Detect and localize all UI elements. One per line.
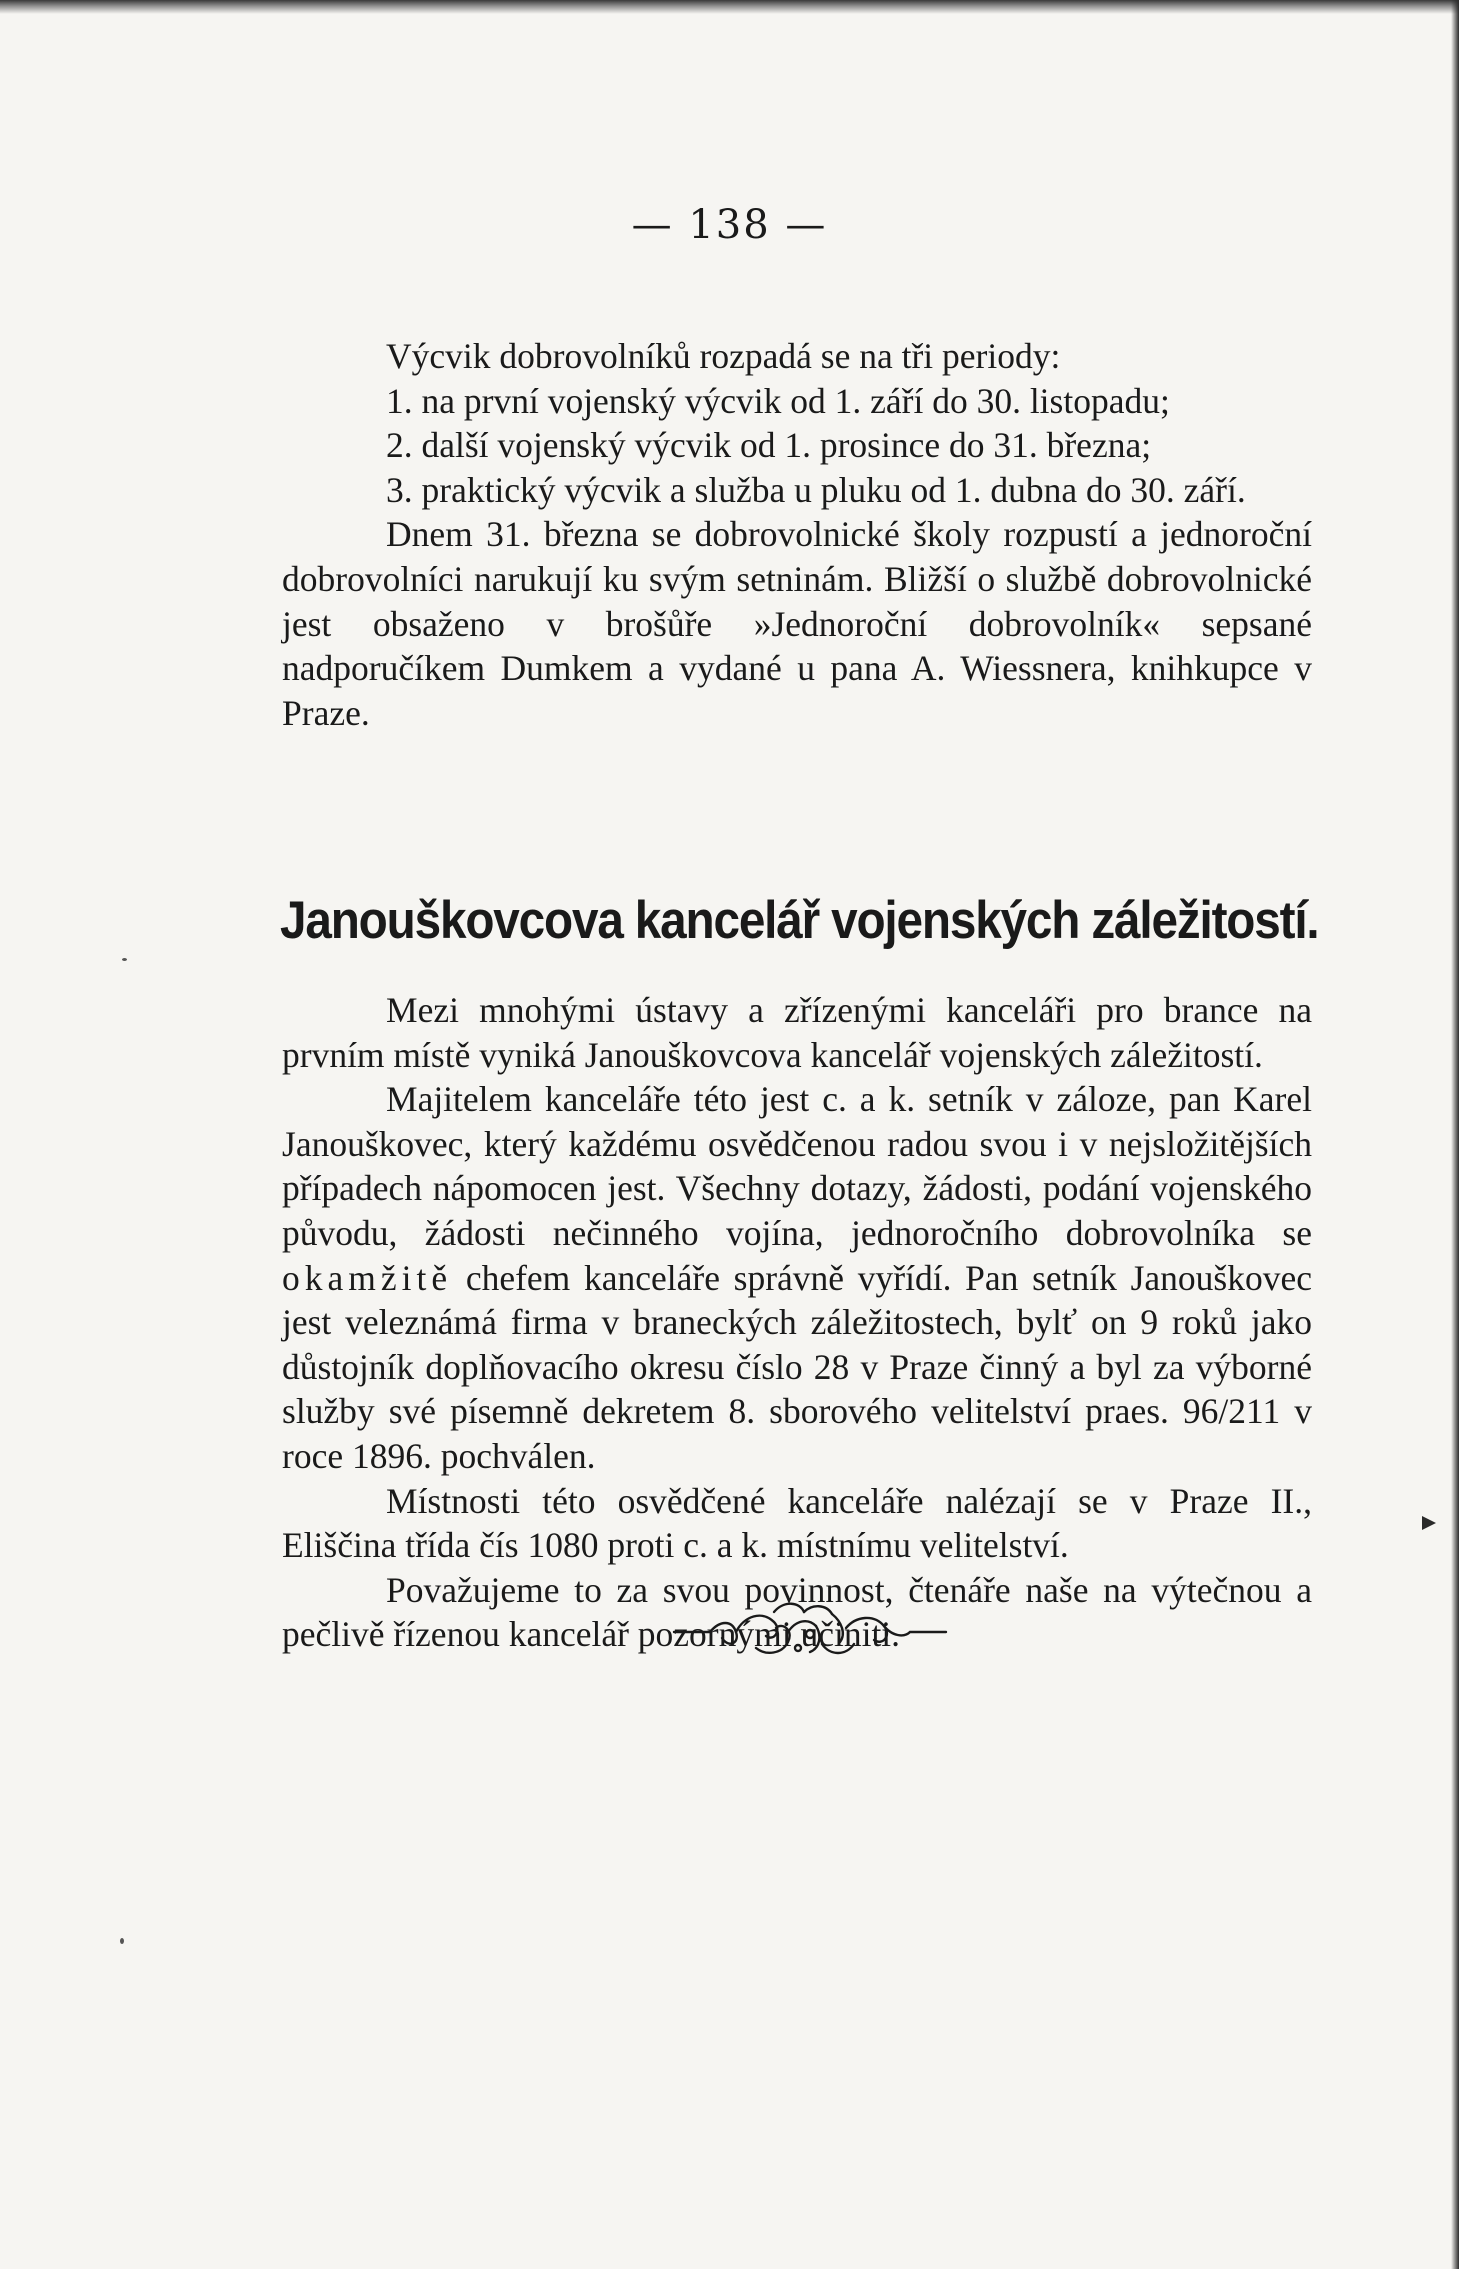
flourish-ornament-icon [670, 1592, 950, 1672]
paragraph [282, 1077, 1312, 1478]
paragraph: Dnem 31. března se dobrovolnické školy rozpustí a jednoroční dobrovolníci narukují ku svým setninám. Bližší o službě dobrovolnické jest obsaženo v brošůře »Jednoroční dobrovolník« sepsané nadporučíkem Dumkem a vydané u pana A. Wiessnera, knihkupce v Praze. [282, 514, 1312, 733]
paragraph: Považujeme to za svou povinnost, čtenáře naše na výtečnou a pečlivě řízenou kancelář pozornými učiniti. [282, 1569, 1312, 1655]
paragraph-text: chefem kanceláře správně vyřídí. Pan setník Janouškovec jest veleznámá firma v braneckých záležitostech, bylť on 9 roků jako důstojník doplňovacího okresu číslo 28 v Praze činný a byl za výborné služby své písemně dekretem 8. sborového velitelství praes. 96/211 v roce 1896. pochválen. [282, 1257, 1313, 1476]
list-item: 3. praktický výcvik a služba u pluku od 1. dubna do 30. září. [386, 469, 1246, 510]
section-volunteer-training [282, 334, 1312, 735]
section-heading: Janouškovcova kancelář vojenských záležitostí. [280, 891, 1319, 950]
intro-paragraph: Výcvik dobrovolníků rozpadá se na tři periody: [386, 336, 1061, 376]
emphasized-word: okamžitě [282, 1257, 453, 1298]
paragraph: Mezi mnohými ústavy a zřízenými kanceláři pro brance na prvním místě vyniká Janouškovcova kancelář vojenských záležitostí. [282, 990, 1312, 1075]
margin-mark [1418, 1512, 1440, 1534]
section-office [282, 988, 1312, 1657]
paper-speck [122, 958, 127, 961]
paragraph: Místnosti této osvědčené kanceláře nalézají se v Praze II., Eliščina třída čís 1080 proti c. a k. místnímu velitelství. [282, 1480, 1312, 1566]
paragraph-text: Majitelem kanceláře této jest c. a k. setník v záloze, pan Karel Janouškovec, který každému osvědčenou radou svou i v nejsložitějších případech nápomocen jest. Všechny dotazy, žádosti, podání vojenského původu, žádosti nečinného vojína, jednoročního dobrovolníka se [282, 1079, 1312, 1253]
list-item: 2. další vojenský výcvik od 1. prosince do 31. března; [386, 425, 1152, 466]
list-item: 1. na první vojenský výcvik od 1. září do 30. listopadu; [386, 380, 1170, 421]
page-top-edge [0, 0, 1459, 14]
page-right-edge [1451, 0, 1459, 2269]
paper-speck [120, 1938, 124, 1944]
page-number: — 138 — [631, 202, 828, 248]
